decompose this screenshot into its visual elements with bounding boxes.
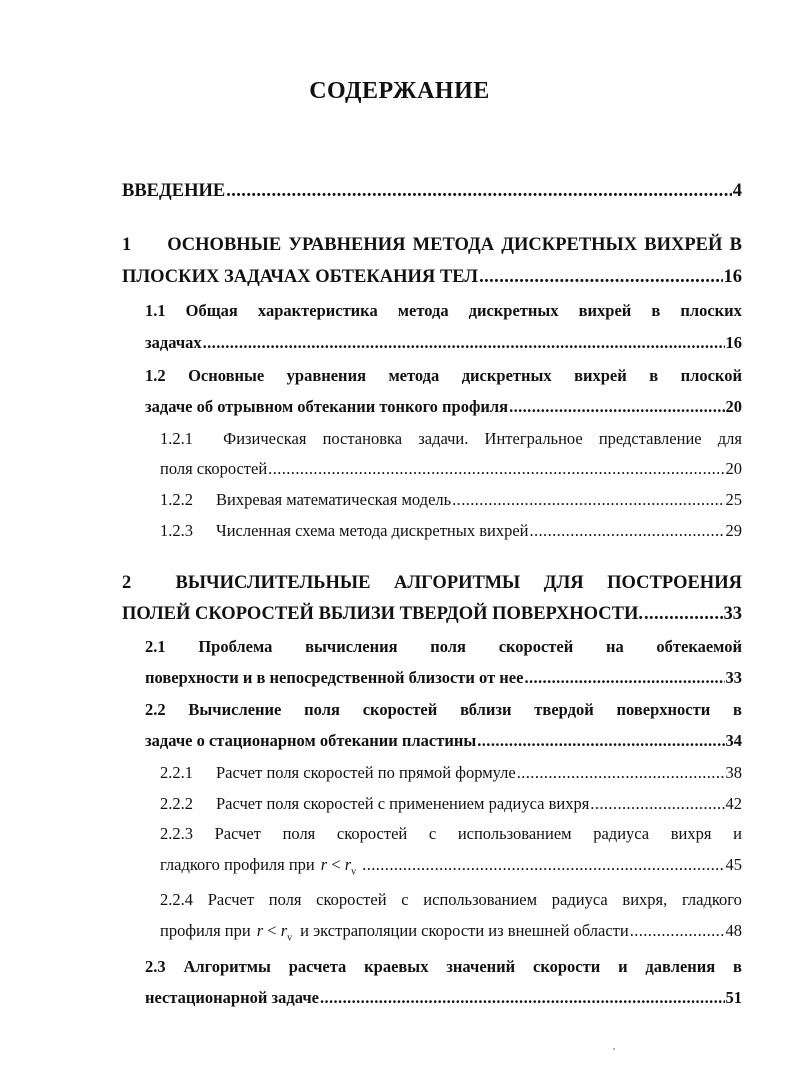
word: скоростей [336, 824, 408, 843]
toc-s123-label: Численная схема метода дискретных вихрей [216, 521, 529, 540]
word: плоской [680, 366, 742, 385]
word: дискретных [461, 366, 552, 385]
toc-s121-page: 20 [725, 459, 742, 478]
word: скорости [533, 957, 601, 976]
toc-s23-line2[interactable] [145, 988, 742, 1008]
toc-s223-line2[interactable] [160, 855, 742, 877]
toc-s222-num: 2.2.2 [160, 794, 193, 813]
word: в [649, 366, 659, 385]
word: поля [430, 637, 466, 656]
toc-s224-line2[interactable] [160, 921, 742, 943]
toc-s223-label: гладкого профиля при [160, 855, 315, 874]
word: метода [388, 366, 440, 385]
word: представление [598, 429, 702, 448]
word: уравнения [286, 366, 366, 385]
toc-s11-page: 16 [725, 333, 742, 352]
word: вихря, [622, 890, 668, 909]
word: поля [268, 890, 302, 909]
word: характеристика [257, 301, 378, 320]
toc-ch1-page: 16 [723, 267, 742, 287]
word: Физическая [223, 429, 307, 448]
word: использованием [457, 824, 572, 843]
word: Вычисление [188, 700, 282, 719]
toc-s12-page: 20 [725, 397, 742, 416]
toc-intro-page: 4 [732, 181, 742, 201]
toc-intro[interactable] [122, 181, 742, 202]
toc-s11-label: задачах [145, 333, 202, 352]
dot-leader [362, 855, 724, 875]
toc-s123-num: 1.2.3 [160, 521, 193, 540]
toc-s21-line2[interactable] [145, 668, 742, 688]
toc-s222-label: Расчет поля скоростей с применением радиуса вихря [216, 794, 590, 813]
word: расчета [288, 957, 347, 976]
toc-s221-label: Расчет поля скоростей по прямой формуле [216, 763, 516, 782]
word: радиуса [593, 824, 650, 843]
word: Алгоритмы [183, 957, 271, 976]
word: метода [397, 301, 449, 320]
toc-s22-page: 34 [725, 731, 742, 750]
word: УРАВНЕНИЯ [288, 235, 406, 255]
word: для [717, 429, 742, 448]
word: ДИСКРЕТНЫХ [501, 235, 638, 255]
word: скоростей [316, 890, 387, 909]
dot-leader [509, 397, 724, 417]
word: дискретных [468, 301, 559, 320]
toc-s11-line1[interactable] [145, 301, 742, 321]
word: Интегральное [484, 429, 583, 448]
toc-s223-line1[interactable] [160, 824, 742, 844]
word: вихря [670, 824, 712, 843]
formula-lt: < [267, 921, 277, 940]
toc-ch1-line1[interactable] [122, 235, 742, 256]
toc-s21-page: 33 [725, 668, 742, 687]
word: постановка [322, 429, 403, 448]
toc-s23-num: 2.3 [145, 957, 166, 976]
formula-sub: v [351, 866, 357, 878]
word: на [605, 637, 624, 656]
word: Общая [185, 301, 238, 320]
toc-ch2-line2[interactable] [122, 604, 742, 625]
toc-s221[interactable] [160, 763, 742, 783]
word: ПОСТРОЕНИЯ [607, 573, 742, 593]
toc-s224-label-a: профиля при [160, 921, 251, 940]
toc-s121-line1[interactable] [160, 429, 742, 449]
word: скоростей [362, 700, 438, 719]
word: радиуса [551, 890, 608, 909]
toc-s223-num: 2.2.3 [160, 824, 193, 843]
dot-leader [479, 267, 722, 288]
word: с [428, 824, 437, 843]
formula-sub: v [287, 932, 293, 944]
word: гладкого [681, 890, 742, 909]
word: обтекаемой [656, 637, 742, 656]
dot-leader [529, 521, 724, 541]
word: плоских [680, 301, 742, 320]
word: твердой [534, 700, 594, 719]
toc-s123-page: 29 [725, 521, 742, 540]
toc-s12-line1[interactable] [145, 366, 742, 386]
word: вихрей [574, 366, 627, 385]
word: АЛГОРИТМЫ [393, 573, 521, 593]
word: скоростей [498, 637, 574, 656]
dot-leader [226, 181, 732, 202]
toc-s21-label: поверхности и в непосредственной близости от нее [145, 668, 524, 687]
toc-s123[interactable] [160, 521, 742, 541]
word: вблизи [460, 700, 512, 719]
toc-s23-line1[interactable] [145, 957, 742, 977]
page-title: СОДЕРЖАНИЕ [309, 78, 490, 104]
toc-s224-num: 2.2.4 [160, 890, 193, 909]
formula-r: r [320, 855, 328, 874]
toc-s121-label: поля скоростей [160, 459, 268, 478]
toc-s221-page: 38 [725, 763, 742, 782]
formula [321, 855, 356, 877]
dot-leader [524, 668, 724, 688]
dot-leader [517, 763, 725, 783]
word: давления [645, 957, 716, 976]
toc-s221-num: 2.2.1 [160, 763, 193, 782]
scan-speck [613, 1048, 615, 1050]
word: и [618, 957, 628, 976]
toc-s12-line2[interactable] [145, 397, 742, 417]
word: Расчет [207, 890, 255, 909]
toc-s121-num: 1.2.1 [160, 429, 193, 448]
toc-s21-num: 2.1 [145, 637, 166, 656]
word: поля [282, 824, 316, 843]
toc-s12-num: 1.2 [145, 366, 166, 385]
word: ВЫЧИСЛИТЕЛЬНЫЕ [175, 573, 371, 593]
toc-s121-line2[interactable] [160, 459, 742, 479]
word: ВИХРЕЙ [644, 235, 723, 255]
toc-s11-line2[interactable] [145, 333, 742, 353]
toc-s224-page: 48 [725, 921, 742, 940]
toc-s122[interactable] [160, 490, 742, 510]
toc-s223-page: 45 [725, 855, 742, 874]
word: значений [446, 957, 516, 976]
toc-ch1-num: 1 [122, 235, 132, 255]
word: поля [304, 700, 340, 719]
toc-ch2-page: 33 [723, 604, 742, 624]
word: МЕТОДА [412, 235, 495, 255]
toc-s21-line1[interactable] [145, 637, 742, 657]
formula-r: r [256, 921, 264, 940]
word: Проблема [198, 637, 273, 656]
word: краевых [364, 957, 429, 976]
toc-intro-label: ВВЕДЕНИЕ [122, 181, 226, 201]
word: использованием [423, 890, 538, 909]
dot-leader [644, 604, 723, 625]
word: ДЛЯ [543, 573, 584, 593]
word: В [729, 235, 742, 255]
toc-s22-num: 2.2 [145, 700, 166, 719]
dot-leader [477, 731, 724, 751]
toc-s12-label: задаче об отрывном обтекании тонкого профиля [145, 397, 509, 416]
word: в [651, 301, 661, 320]
toc-s122-num: 1.2.2 [160, 490, 193, 509]
toc-s22-line2[interactable] [145, 731, 742, 751]
dot-leader [630, 921, 725, 941]
toc-ch2-num: 2 [122, 573, 132, 593]
dot-leader [268, 459, 724, 479]
word: вихрей [578, 301, 632, 320]
toc-s224-line1[interactable] [160, 890, 742, 910]
toc-s22-line1[interactable] [145, 700, 742, 720]
word: с [401, 890, 409, 909]
toc-s122-label: Вихревая математическая модель [216, 490, 452, 509]
word: и [733, 824, 742, 843]
formula-rv: r [280, 921, 288, 940]
word: ОСНОВНЫЕ [167, 235, 282, 255]
word: задачи. [418, 429, 469, 448]
toc-s23-page: 51 [725, 988, 742, 1007]
toc-s23-label: нестационарной задаче [145, 988, 319, 1007]
word: поверхности [616, 700, 711, 719]
dot-leader [590, 794, 724, 814]
toc-ch2-label: ПОЛЕЙ СКОРОСТЕЙ ВБЛИЗИ ТВЕРДОЙ ПОВЕРХНОСТИ. [122, 604, 643, 624]
toc-s222[interactable] [160, 794, 742, 814]
dot-leader [203, 333, 725, 353]
toc-s122-page: 25 [725, 490, 742, 509]
toc-ch2-line1[interactable] [122, 573, 742, 594]
toc-ch1-line2[interactable] [122, 267, 742, 288]
dot-leader [452, 490, 724, 510]
toc-s224-label-b: и экстраполяции скорости из внешней области [300, 921, 629, 940]
formula [257, 921, 292, 943]
toc-ch1-label: ПЛОСКИХ ЗАДАЧАХ ОБТЕКАНИЯ ТЕЛ [122, 267, 479, 287]
dot-leader [320, 988, 725, 1008]
word: вычисления [305, 637, 398, 656]
word: в [733, 957, 742, 976]
formula-lt: < [331, 855, 341, 874]
word: в [733, 700, 742, 719]
formula-rv: r [344, 855, 352, 874]
toc-s222-page: 42 [725, 794, 742, 813]
toc-s11-num: 1.1 [145, 301, 166, 320]
word: Расчет [214, 824, 261, 843]
word: Основные [188, 366, 265, 385]
toc-s22-label: задаче о стационарном обтекании пластины [145, 731, 477, 750]
